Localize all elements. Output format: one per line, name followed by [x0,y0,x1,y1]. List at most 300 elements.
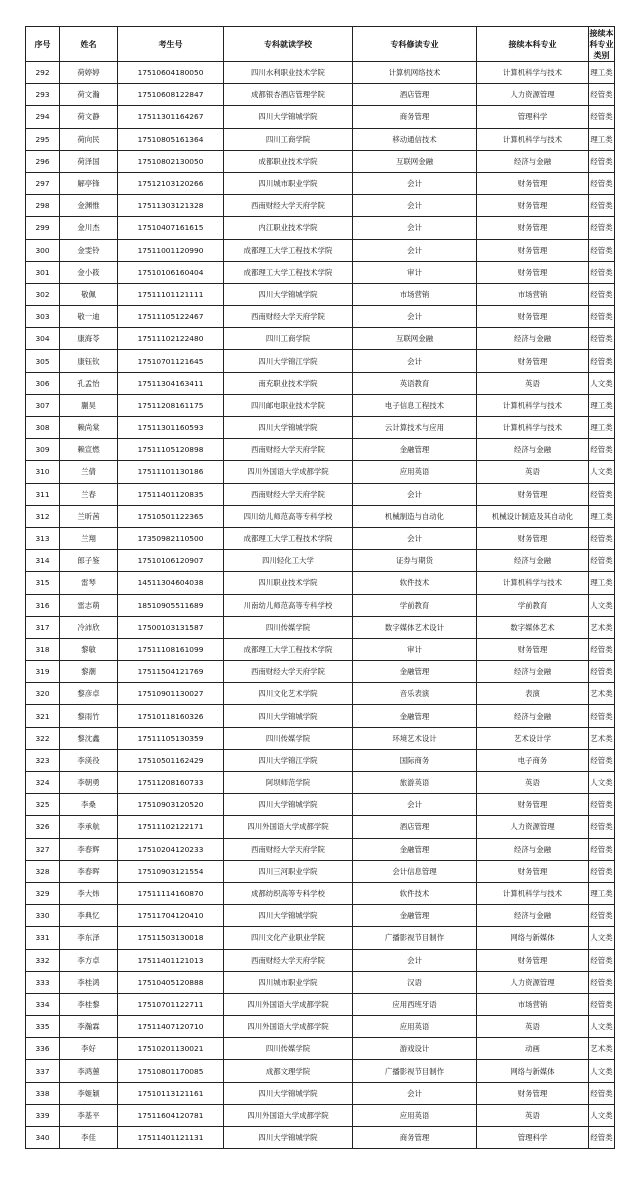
college-major-cell: 金融管理 [353,705,477,727]
seq-cell: 326 [26,816,60,838]
bachelor-major-cell: 经济与金融 [477,661,589,683]
college-major-cell: 软件技术 [353,882,477,904]
table-row [26,882,615,904]
bachelor-major-cell: 计算机科学与技术 [477,572,589,594]
bachelor-major-cell: 财务管理 [477,949,589,971]
exam-id-cell: 17511105120898 [118,439,224,461]
name-cell: 黎敏 [60,638,118,660]
bachelor-major-cell: 机械设计制造及其自动化 [477,505,589,527]
exam-id-cell: 17510106160404 [118,261,224,283]
exam-id-cell: 17510407161615 [118,217,224,239]
seq-cell: 322 [26,727,60,749]
category-cell: 经管类 [589,550,615,572]
bachelor-major-cell: 动画 [477,1038,589,1060]
seq-cell: 300 [26,239,60,261]
bachelor-major-cell: 英语 [477,1016,589,1038]
college-major-cell: 证券与期货 [353,550,477,572]
exam-id-cell: 17510701122711 [118,993,224,1015]
name-cell: 金渊惟 [60,195,118,217]
college-major-cell: 云计算技术与应用 [353,417,477,439]
category-cell: 人文类 [589,1016,615,1038]
name-cell: 李佳 [60,1127,118,1149]
exam-id-cell: 17510204120233 [118,838,224,860]
bachelor-major-cell: 管理科学 [477,106,589,128]
college-cell: 四川外国语大学成都学院 [224,1104,353,1126]
college-major-cell: 金融管理 [353,661,477,683]
table-row [26,971,615,993]
exam-id-cell: 17510802130050 [118,150,224,172]
category-cell: 艺术类 [589,727,615,749]
seq-cell: 307 [26,394,60,416]
category-cell: 理工类 [589,128,615,150]
exam-id-cell: 17510106120907 [118,550,224,572]
college-cell: 四川大学锦城学院 [224,705,353,727]
exam-id-cell: 14511304604038 [118,572,224,594]
college-major-cell: 电子信息工程技术 [353,394,477,416]
college-cell: 南充职业技术学院 [224,372,353,394]
college-major-cell: 游戏设计 [353,1038,477,1060]
header-college-major: 专科修读专业 [353,27,477,62]
exam-id-cell: 18510905511689 [118,594,224,616]
name-cell: 康海苓 [60,328,118,350]
name-cell: 荷婷婷 [60,62,118,84]
table-row [26,106,615,128]
college-cell: 四川大学锦江学院 [224,350,353,372]
table-row [26,572,615,594]
name-cell: 李春辉 [60,838,118,860]
college-cell: 成都银杏酒店管理学院 [224,84,353,106]
table-row [26,461,615,483]
category-cell: 理工类 [589,505,615,527]
table-row [26,638,615,660]
name-cell: 李基平 [60,1104,118,1126]
bachelor-major-cell: 经济与金融 [477,905,589,927]
college-cell: 四川城市职业学院 [224,172,353,194]
category-cell: 人文类 [589,461,615,483]
table-row [26,350,615,372]
category-cell: 经管类 [589,350,615,372]
seq-cell: 297 [26,172,60,194]
college-major-cell: 会计 [353,527,477,549]
table-row [26,705,615,727]
college-cell: 川南幼儿师范高等专科学校 [224,594,353,616]
seq-cell: 295 [26,128,60,150]
college-cell: 阿坝师范学院 [224,772,353,794]
bachelor-major-cell: 管理科学 [477,1127,589,1149]
table-row [26,905,615,927]
exam-id-cell: 17511303121328 [118,195,224,217]
exam-id-cell: 17510113121161 [118,1082,224,1104]
college-major-cell: 应用英语 [353,461,477,483]
college-major-cell: 商务管理 [353,106,477,128]
table-row [26,217,615,239]
exam-id-cell: 17511503130018 [118,927,224,949]
bachelor-major-cell: 财务管理 [477,217,589,239]
category-cell: 理工类 [589,62,615,84]
exam-id-cell: 17511301164267 [118,106,224,128]
seq-cell: 329 [26,882,60,904]
college-major-cell: 互联网金融 [353,328,477,350]
bachelor-major-cell: 人力资源管理 [477,816,589,838]
header-major-category: 接续本科专业类别 [589,28,614,60]
seq-cell: 327 [26,838,60,860]
table-row [26,62,615,84]
table-row [26,616,615,638]
college-major-cell: 会计 [353,217,477,239]
table-row [26,860,615,882]
exam-id-cell: 17510903120520 [118,794,224,816]
exam-id-cell: 17511301160593 [118,417,224,439]
exam-id-cell: 17511102122480 [118,328,224,350]
college-cell: 四川大学锦城学院 [224,1127,353,1149]
college-major-cell: 环境艺术设计 [353,727,477,749]
category-cell: 经管类 [589,1127,615,1149]
exam-id-cell: 17511102122171 [118,816,224,838]
bachelor-major-cell: 经济与金融 [477,705,589,727]
college-major-cell: 互联网金融 [353,150,477,172]
table-row [26,1127,615,1149]
table-row [26,483,615,505]
exam-id-cell: 17511208160733 [118,772,224,794]
name-cell: 李渼役 [60,749,118,771]
exam-id-cell: 17511504121769 [118,661,224,683]
college-major-cell: 会计 [353,350,477,372]
name-cell: 金雯铃 [60,239,118,261]
college-major-cell: 市场营销 [353,283,477,305]
seq-cell: 337 [26,1060,60,1082]
admission-list-sheet [25,26,614,1149]
bachelor-major-cell: 学前教育 [477,594,589,616]
exam-id-cell: 17511208161175 [118,394,224,416]
table-row [26,1104,615,1126]
seq-cell: 328 [26,860,60,882]
category-cell: 经管类 [589,261,615,283]
seq-cell: 311 [26,483,60,505]
category-cell: 艺术类 [589,683,615,705]
category-cell: 经管类 [589,328,615,350]
college-cell: 四川大学锦城学院 [224,905,353,927]
name-cell: 郎子鉴 [60,550,118,572]
exam-id-cell: 17350982110500 [118,527,224,549]
name-cell: 解亭锋 [60,172,118,194]
bachelor-major-cell: 人力资源管理 [477,84,589,106]
name-cell: 荷向民 [60,128,118,150]
name-cell: 兰倩 [60,461,118,483]
college-cell: 四川幼儿师范高等专科学校 [224,505,353,527]
header-seq: 序号 [26,27,60,62]
table-row [26,527,615,549]
category-cell: 经管类 [589,794,615,816]
college-major-cell: 广播影视节目制作 [353,927,477,949]
category-cell: 经管类 [589,816,615,838]
name-cell: 李方卓 [60,949,118,971]
college-major-cell: 商务管理 [353,1127,477,1149]
category-cell: 经管类 [589,106,615,128]
college-cell: 成都文理学院 [224,1060,353,1082]
category-cell: 艺术类 [589,1038,615,1060]
table-row [26,949,615,971]
bachelor-major-cell: 财务管理 [477,172,589,194]
category-cell: 经管类 [589,749,615,771]
college-major-cell: 广播影视节目制作 [353,1060,477,1082]
category-cell: 人文类 [589,772,615,794]
category-cell: 经管类 [589,439,615,461]
table-row [26,661,615,683]
college-cell: 四川外国语大学成都学院 [224,1016,353,1038]
table-row [26,838,615,860]
exam-id-cell: 17511401121131 [118,1127,224,1149]
college-cell: 成都理工大学工程技术学院 [224,527,353,549]
exam-id-cell: 17510201130021 [118,1038,224,1060]
bachelor-major-cell: 市场营销 [477,993,589,1015]
seq-cell: 338 [26,1082,60,1104]
college-cell: 四川工商学院 [224,128,353,150]
bachelor-major-cell: 财务管理 [477,794,589,816]
bachelor-major-cell: 英语 [477,461,589,483]
name-cell: 荷泽国 [60,150,118,172]
name-cell: 雷志萌 [60,594,118,616]
seq-cell: 335 [26,1016,60,1038]
seq-cell: 324 [26,772,60,794]
exam-id-cell: 17510501162429 [118,749,224,771]
bachelor-major-cell: 经济与金融 [477,550,589,572]
table-row [26,749,615,771]
table-row [26,195,615,217]
admission-table [25,26,615,1149]
college-major-cell: 金融管理 [353,838,477,860]
table-row [26,927,615,949]
table-row [26,794,615,816]
exam-id-cell: 17511114160870 [118,882,224,904]
table-row [26,239,615,261]
name-cell: 李鸿蕙 [60,1060,118,1082]
college-cell: 西南财经大学天府学院 [224,483,353,505]
exam-id-cell: 17511604120781 [118,1104,224,1126]
exam-id-cell: 17510701121645 [118,350,224,372]
name-cell: 李好 [60,1038,118,1060]
exam-id-cell: 17511108161099 [118,638,224,660]
college-cell: 西南财经大学天府学院 [224,195,353,217]
category-cell: 理工类 [589,417,615,439]
college-major-cell: 会计信息管理 [353,860,477,882]
exam-id-cell: 17511407120710 [118,1016,224,1038]
seq-cell: 299 [26,217,60,239]
table-row [26,128,615,150]
college-major-cell: 移动通信技术 [353,128,477,150]
college-cell: 四川文化艺术学院 [224,683,353,705]
seq-cell: 336 [26,1038,60,1060]
name-cell: 黎沈鑫 [60,727,118,749]
name-cell: 金川杰 [60,217,118,239]
bachelor-major-cell: 人力资源管理 [477,971,589,993]
college-cell: 四川水利职业技术学院 [224,62,353,84]
category-cell: 经管类 [589,283,615,305]
name-cell: 冷沛欣 [60,616,118,638]
table-row [26,505,615,527]
table-row [26,439,615,461]
college-major-cell: 国际商务 [353,749,477,771]
table-row [26,417,615,439]
seq-cell: 330 [26,905,60,927]
seq-cell: 305 [26,350,60,372]
bachelor-major-cell: 艺术设计学 [477,727,589,749]
category-cell: 人文类 [589,594,615,616]
bachelor-major-cell: 财务管理 [477,483,589,505]
college-major-cell: 金融管理 [353,439,477,461]
exam-id-cell: 17510903121554 [118,860,224,882]
college-cell: 四川外国语大学成都学院 [224,461,353,483]
college-major-cell: 金融管理 [353,905,477,927]
category-cell: 人文类 [589,1104,615,1126]
college-major-cell: 酒店管理 [353,84,477,106]
exam-id-cell: 17511105130359 [118,727,224,749]
college-cell: 四川外国语大学成都学院 [224,816,353,838]
seq-cell: 314 [26,550,60,572]
table-row [26,172,615,194]
seq-cell: 340 [26,1127,60,1149]
seq-cell: 312 [26,505,60,527]
table-row [26,1038,615,1060]
bachelor-major-cell: 经济与金融 [477,439,589,461]
college-cell: 四川三河职业学院 [224,860,353,882]
seq-cell: 334 [26,993,60,1015]
category-cell: 经管类 [589,993,615,1015]
name-cell: 李桂黎 [60,993,118,1015]
table-row [26,372,615,394]
college-cell: 四川文化产业职业学院 [224,927,353,949]
bachelor-major-cell: 财务管理 [477,195,589,217]
name-cell: 兰翔 [60,527,118,549]
category-cell: 经管类 [589,195,615,217]
bachelor-major-cell: 经济与金融 [477,328,589,350]
college-major-cell: 会计 [353,794,477,816]
exam-id-cell: 17510608122847 [118,84,224,106]
seq-cell: 306 [26,372,60,394]
name-cell: 李典忆 [60,905,118,927]
seq-cell: 325 [26,794,60,816]
college-major-cell: 会计 [353,483,477,505]
category-cell: 经管类 [589,949,615,971]
category-cell: 经管类 [589,217,615,239]
category-cell: 人文类 [589,1060,615,1082]
college-cell: 成都理工大学工程技术学院 [224,239,353,261]
seq-cell: 333 [26,971,60,993]
name-cell: 荷文瀚 [60,84,118,106]
college-cell: 成都纺织高等专科学校 [224,882,353,904]
table-header-row [26,27,615,62]
college-major-cell: 审计 [353,261,477,283]
seq-cell: 304 [26,328,60,350]
category-cell: 理工类 [589,572,615,594]
college-major-cell: 会计 [353,1082,477,1104]
category-cell: 经管类 [589,150,615,172]
category-cell: 理工类 [589,882,615,904]
bachelor-major-cell: 财务管理 [477,306,589,328]
bachelor-major-cell: 财务管理 [477,638,589,660]
seq-cell: 320 [26,683,60,705]
table-row [26,394,615,416]
seq-cell: 303 [26,306,60,328]
header-college: 专科就读学校 [224,27,353,62]
college-cell: 内江职业技术学院 [224,217,353,239]
name-cell: 黎彦卓 [60,683,118,705]
exam-id-cell: 17511401121013 [118,949,224,971]
college-major-cell: 音乐表演 [353,683,477,705]
category-cell: 经管类 [589,527,615,549]
seq-cell: 317 [26,616,60,638]
name-cell: 李朝勇 [60,772,118,794]
seq-cell: 309 [26,439,60,461]
bachelor-major-cell: 英语 [477,1104,589,1126]
college-major-cell: 英语教育 [353,372,477,394]
name-cell: 雷琴 [60,572,118,594]
college-cell: 四川职业技术学院 [224,572,353,594]
category-cell: 艺术类 [589,616,615,638]
bachelor-major-cell: 财务管理 [477,261,589,283]
seq-cell: 319 [26,661,60,683]
name-cell: 赖尚棠 [60,417,118,439]
college-cell: 四川大学锦城学院 [224,417,353,439]
name-cell: 兰昕茜 [60,505,118,527]
exam-id-cell: 17510604180050 [118,62,224,84]
seq-cell: 321 [26,705,60,727]
college-major-cell: 会计 [353,172,477,194]
table-row [26,727,615,749]
bachelor-major-cell: 财务管理 [477,1082,589,1104]
table-row [26,772,615,794]
bachelor-major-cell: 电子商务 [477,749,589,771]
college-cell: 四川大学锦江学院 [224,749,353,771]
category-cell: 经管类 [589,661,615,683]
college-cell: 成都理工大学工程技术学院 [224,261,353,283]
category-cell: 经管类 [589,1082,615,1104]
college-cell: 四川外国语大学成都学院 [224,993,353,1015]
name-cell: 蒯昊 [60,394,118,416]
college-major-cell: 应用西班牙语 [353,993,477,1015]
category-cell: 经管类 [589,860,615,882]
college-cell: 西南财经大学天府学院 [224,838,353,860]
seq-cell: 315 [26,572,60,594]
exam-id-cell: 17512103120266 [118,172,224,194]
category-cell: 经管类 [589,239,615,261]
category-cell: 经管类 [589,638,615,660]
category-cell: 人文类 [589,927,615,949]
table-row [26,306,615,328]
seq-cell: 332 [26,949,60,971]
bachelor-major-cell: 财务管理 [477,239,589,261]
seq-cell: 301 [26,261,60,283]
exam-id-cell: 17510805161364 [118,128,224,150]
bachelor-major-cell: 财务管理 [477,350,589,372]
college-cell: 四川城市职业学院 [224,971,353,993]
college-cell: 四川工商学院 [224,328,353,350]
table-row [26,328,615,350]
table-row [26,594,615,616]
name-cell: 李桑 [60,794,118,816]
college-cell: 西南财经大学天府学院 [224,306,353,328]
exam-id-cell: 17511401120835 [118,483,224,505]
bachelor-major-cell: 计算机科学与技术 [477,62,589,84]
exam-id-cell: 17500103131587 [118,616,224,638]
table-row [26,150,615,172]
name-cell: 孔孟怡 [60,372,118,394]
seq-cell: 293 [26,84,60,106]
category-cell: 经管类 [589,172,615,194]
bachelor-major-cell: 计算机科学与技术 [477,417,589,439]
college-cell: 四川传媒学院 [224,727,353,749]
name-cell: 敬佩 [60,283,118,305]
name-cell: 李桂鸿 [60,971,118,993]
